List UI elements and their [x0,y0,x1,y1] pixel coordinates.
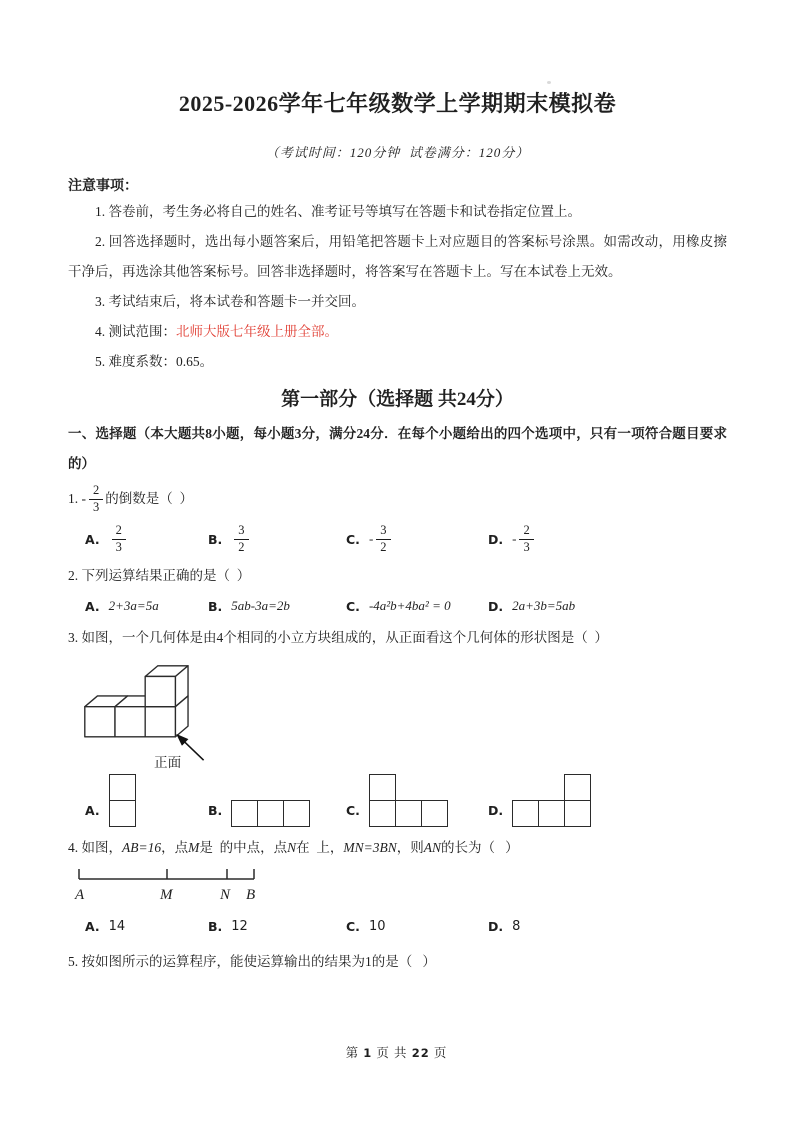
point-M-label: M [160,887,173,903]
question-4-stem: 4. 如图，AB=16，点M是 的中点，点N在 上，MN=3BN，则AN的长为（ ） [68,840,519,855]
question-4-options [68,911,727,941]
notice-item-4-test-scope: 北师大版七年级上册全部。 [176,324,338,339]
point-N-label: N [220,887,231,903]
section-1-intro: 一、选择题（本大题共8小题，每小题3分，满分24分．在每个小题给出的四个选项中，只有一项符合题目要求的） [68,426,727,471]
point-B-label: B [246,887,256,903]
question-2-option-a: A. 2+3a=5a [85,598,159,614]
question-4-figure [74,865,727,909]
exam-info-line: （考试时间：120分钟 试卷满分：120分） [265,145,530,160]
part1-title: 第一部分（选择题 共24分） [281,389,514,410]
cube-stack-figure [72,657,232,769]
question-3-options [68,769,727,831]
question-2-option-d: D. 2a+3b=5ab [488,598,576,614]
current-page-number: 1 [363,1046,373,1060]
question-2-option-b: B. 5ab-3a=2b [208,598,290,614]
question-3-stem: 3. 如图，一个几何体是由4个相同的小立方块组成的，从正面看这个几何体的形状图是（ ） [68,630,608,645]
question-3-option-d: D. [488,774,591,827]
total-page-count: 22 [411,1046,430,1060]
scan-artifact-dot [547,81,551,84]
question-4-option-b: B. 12 [208,918,248,934]
page-footer: 第 1 页 共 22 页 [345,1046,448,1060]
notice-item-4 [68,317,727,347]
notice-item-4-prefix: 4. 测试范围： [95,324,176,339]
question-1-option-a: A. $\frac{2}{3}$ [85,519,128,559]
page-title: 2025-2026学年七年级数学上学期期末模拟卷 [178,91,617,116]
shape-option-b [231,800,310,827]
notice-heading: 注意事项： [68,179,138,194]
question-1-option-b: B. $\frac{3}{2}$ [208,519,251,559]
notice-item-1: 1. 答卷前，考生务必将自己的姓名、准考证号等填写在答题卡和试卷指定位置上。 [95,204,581,219]
front-face-label: 正面 [153,755,182,769]
question-1-fraction-sign: - [81,491,86,506]
question-4-option-a: A. 14 [85,918,126,934]
question-5-stem: 5. 按如图所示的运算程序，能使运算输出的结果为1的是（ ） [68,954,436,969]
question-1-stem [68,479,727,519]
point-A-label: A [75,887,85,903]
notice-item-3: 3. 考试结束后，将本试卷和答题卡一并交回。 [95,294,365,309]
question-3-figure [72,657,727,769]
question-3-option-c: C. [346,774,448,827]
shape-option-c [369,774,448,827]
question-4-option-d: D. 8 [488,918,521,934]
question-1-number: 1. [68,491,82,506]
notice-item-2: 2. 回答选择题时，选出每小题答案后，用铅笔把答题卡上对应题目的答案标号涂黑。如需改动，用橡皮擦干净后，再选涂其他答案标号。回答非选择题时，将答案写在答题卡上。写在本试卷上无效。 [68,234,727,279]
shape-option-d [512,774,591,827]
question-1-options [68,519,727,559]
question-1-fraction: $\frac{2}{3}$ [89,483,103,515]
shape-option-a [109,774,136,827]
question-1-option-d: D. - $\frac{2}{3}$ [488,519,536,559]
question-1-stem-text: 的倒数是（ ） [105,491,193,506]
question-3-option-a: A. [85,774,136,827]
front-arrow [177,735,203,760]
segment-AB-figure [74,865,264,909]
question-1-option-c: C. - $\frac{3}{2}$ [346,519,393,559]
question-2-options [68,591,727,621]
question-2-stem: 2. 下列运算结果正确的是（ ） [68,568,251,583]
question-4-option-c: C. 10 [346,918,386,934]
question-3-option-b: B. [208,800,310,827]
question-2-option-c: C. -4a²b+4ba² = 0 [346,598,451,614]
notice-item-5: 5. 难度系数：0.65。 [95,354,214,369]
